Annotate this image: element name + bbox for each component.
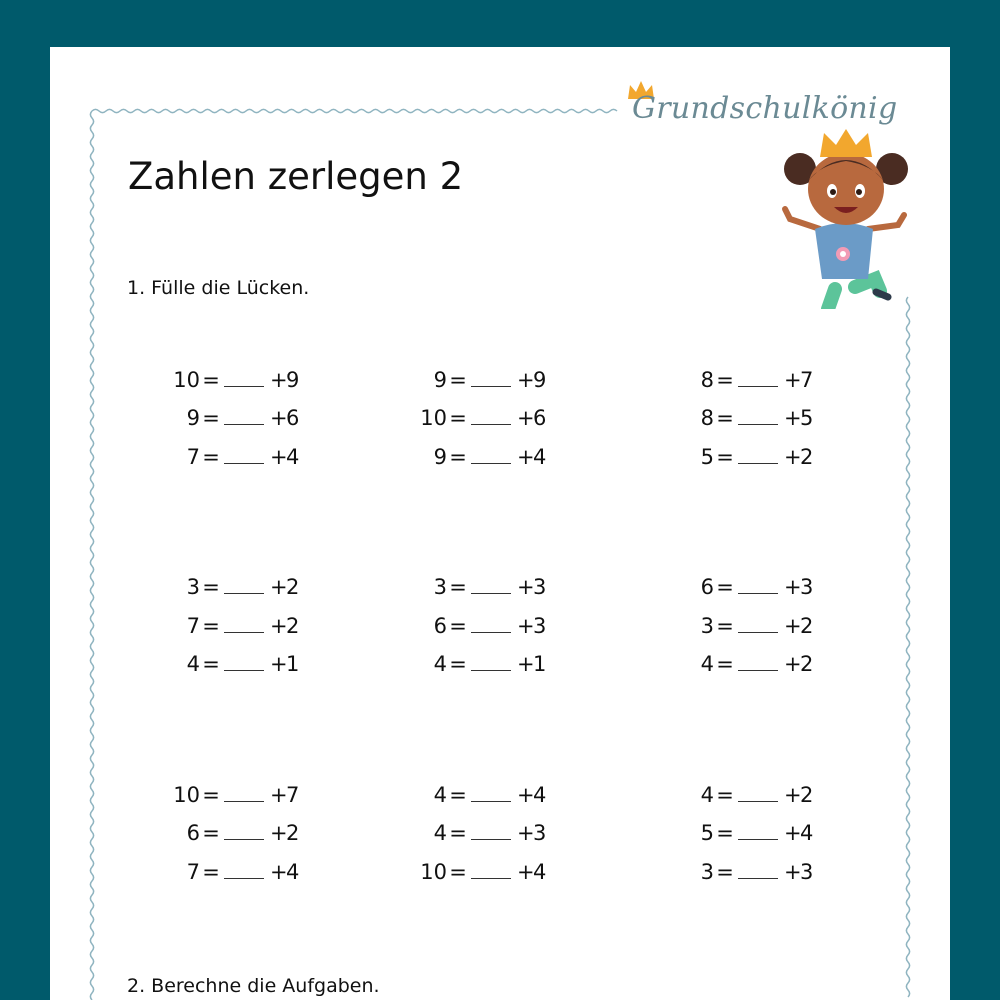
plus-sign: +: [517, 406, 535, 430]
equation-addend: 3: [800, 575, 814, 599]
equation-total: 4: [433, 652, 447, 676]
equation-total: 3: [433, 575, 447, 599]
answer-blank[interactable]: [471, 449, 511, 464]
answer-blank[interactable]: [471, 864, 511, 879]
equation-total: 4: [433, 821, 447, 845]
answer-blank[interactable]: [471, 410, 511, 425]
equals-sign: =: [449, 652, 467, 676]
equation: [672, 821, 813, 845]
jumping-girl-mascot-icon: [780, 129, 910, 309]
answer-blank[interactable]: [471, 372, 511, 387]
equation-addend: 4: [533, 860, 547, 884]
equation-total: 3: [186, 575, 200, 599]
equation-addend: 4: [286, 860, 300, 884]
plus-sign: +: [784, 783, 802, 807]
equation: [672, 368, 813, 392]
equals-sign: =: [202, 445, 220, 469]
equation-total: 10: [173, 783, 200, 807]
equation: [672, 783, 813, 807]
plus-sign: +: [270, 406, 288, 430]
equation: [672, 575, 813, 599]
equals-sign: =: [716, 821, 734, 845]
plus-sign: +: [517, 445, 535, 469]
plus-sign: +: [784, 406, 802, 430]
equation-addend: 2: [800, 783, 814, 807]
brand-logo: Grundschulkönig: [632, 91, 898, 126]
plus-sign: +: [270, 860, 288, 884]
equals-sign: =: [449, 821, 467, 845]
task-2-instruction: 2. Berechne die Aufgaben.: [127, 975, 380, 997]
equation-addend: 4: [800, 821, 814, 845]
equation-total: 9: [186, 406, 200, 430]
equation: [158, 652, 299, 676]
equals-sign: =: [716, 406, 734, 430]
answer-blank[interactable]: [471, 656, 511, 671]
equals-sign: =: [449, 445, 467, 469]
equation-addend: 3: [533, 821, 547, 845]
equation-addend: 1: [286, 652, 300, 676]
equation-total: 8: [700, 406, 714, 430]
answer-blank[interactable]: [224, 825, 264, 840]
equation-total: 6: [700, 575, 714, 599]
equation: [672, 614, 813, 638]
equation-addend: 2: [800, 614, 814, 638]
answer-blank[interactable]: [471, 825, 511, 840]
equals-sign: =: [449, 614, 467, 638]
equation-total: 3: [700, 860, 714, 884]
equals-sign: =: [716, 445, 734, 469]
equation-total: 7: [186, 860, 200, 884]
answer-blank[interactable]: [738, 618, 778, 633]
equals-sign: =: [716, 368, 734, 392]
equals-sign: =: [716, 614, 734, 638]
equation-total: 4: [433, 783, 447, 807]
answer-blank[interactable]: [738, 787, 778, 802]
answer-blank[interactable]: [224, 618, 264, 633]
plus-sign: +: [517, 821, 535, 845]
equation: [672, 406, 813, 430]
equation-addend: 9: [533, 368, 547, 392]
equation-addend: 3: [800, 860, 814, 884]
plus-sign: +: [517, 860, 535, 884]
equation-total: 3: [700, 614, 714, 638]
equation-total: 5: [700, 821, 714, 845]
equation: [405, 368, 546, 392]
equals-sign: =: [202, 406, 220, 430]
plus-sign: +: [784, 821, 802, 845]
plus-sign: +: [270, 445, 288, 469]
answer-blank[interactable]: [738, 449, 778, 464]
equals-sign: =: [449, 406, 467, 430]
equation-addend: 9: [286, 368, 300, 392]
worksheet-page: [50, 47, 950, 1000]
equals-sign: =: [716, 783, 734, 807]
answer-blank[interactable]: [471, 787, 511, 802]
equation: [158, 860, 299, 884]
answer-blank[interactable]: [738, 825, 778, 840]
plus-sign: +: [784, 860, 802, 884]
answer-blank[interactable]: [738, 864, 778, 879]
equation-addend: 3: [533, 614, 547, 638]
equals-sign: =: [449, 783, 467, 807]
answer-blank[interactable]: [738, 579, 778, 594]
answer-blank[interactable]: [224, 656, 264, 671]
answer-blank[interactable]: [224, 372, 264, 387]
equation-total: 6: [433, 614, 447, 638]
plus-sign: +: [270, 652, 288, 676]
equals-sign: =: [716, 652, 734, 676]
answer-blank[interactable]: [224, 449, 264, 464]
equation-addend: 4: [533, 445, 547, 469]
equation: [405, 406, 546, 430]
answer-blank[interactable]: [738, 372, 778, 387]
equation: [672, 860, 813, 884]
plus-sign: +: [784, 652, 802, 676]
equation: [405, 445, 546, 469]
plus-sign: +: [517, 614, 535, 638]
equation: [158, 821, 299, 845]
equation: [158, 575, 299, 599]
equals-sign: =: [449, 575, 467, 599]
equation-addend: 4: [286, 445, 300, 469]
equation-addend: 1: [533, 652, 547, 676]
answer-blank[interactable]: [471, 579, 511, 594]
equation-addend: 6: [286, 406, 300, 430]
equation: [405, 783, 546, 807]
plus-sign: +: [517, 368, 535, 392]
plus-sign: +: [784, 368, 802, 392]
equation: [672, 445, 813, 469]
equation-total: 9: [433, 368, 447, 392]
plus-sign: +: [517, 575, 535, 599]
equals-sign: =: [449, 860, 467, 884]
equals-sign: =: [716, 860, 734, 884]
equation: [158, 406, 299, 430]
equation-total: 7: [186, 445, 200, 469]
equals-sign: =: [202, 575, 220, 599]
answer-blank[interactable]: [471, 618, 511, 633]
plus-sign: +: [517, 652, 535, 676]
equation: [158, 783, 299, 807]
equation-total: 10: [420, 406, 447, 430]
answer-blank[interactable]: [224, 410, 264, 425]
equation: [158, 445, 299, 469]
equals-sign: =: [202, 821, 220, 845]
equation-total: 4: [700, 783, 714, 807]
answer-blank[interactable]: [224, 787, 264, 802]
equals-sign: =: [202, 783, 220, 807]
equation-total: 9: [433, 445, 447, 469]
equation-total: 10: [420, 860, 447, 884]
equation: [405, 860, 546, 884]
equation-addend: 7: [286, 783, 300, 807]
equation: [405, 575, 546, 599]
equation-addend: 2: [800, 652, 814, 676]
equation-total: 5: [700, 445, 714, 469]
equation-addend: 2: [286, 575, 300, 599]
equation: [158, 614, 299, 638]
equals-sign: =: [449, 368, 467, 392]
equation: [405, 614, 546, 638]
equation-addend: 4: [533, 783, 547, 807]
plus-sign: +: [517, 783, 535, 807]
equation-addend: 2: [286, 821, 300, 845]
equation-addend: 6: [533, 406, 547, 430]
equals-sign: =: [716, 575, 734, 599]
plus-sign: +: [270, 821, 288, 845]
equation: [405, 821, 546, 845]
plus-sign: +: [270, 614, 288, 638]
answer-blank[interactable]: [738, 410, 778, 425]
equation-total: 7: [186, 614, 200, 638]
plus-sign: +: [784, 614, 802, 638]
answer-blank[interactable]: [224, 864, 264, 879]
equals-sign: =: [202, 860, 220, 884]
plus-sign: +: [270, 575, 288, 599]
task-1-instruction: 1. Fülle die Lücken.: [127, 277, 310, 299]
plus-sign: +: [270, 783, 288, 807]
plus-sign: +: [270, 368, 288, 392]
equals-sign: =: [202, 652, 220, 676]
page-title: Zahlen zerlegen 2: [128, 155, 464, 198]
equals-sign: =: [202, 614, 220, 638]
equals-sign: =: [202, 368, 220, 392]
equation: [672, 652, 813, 676]
equation-total: 4: [700, 652, 714, 676]
plus-sign: +: [784, 445, 802, 469]
answer-blank[interactable]: [224, 579, 264, 594]
equation-addend: 2: [286, 614, 300, 638]
equation-total: 4: [186, 652, 200, 676]
equation-total: 6: [186, 821, 200, 845]
equation: [158, 368, 299, 392]
equation-addend: 5: [800, 406, 814, 430]
equation-total: 10: [173, 368, 200, 392]
equation-addend: 2: [800, 445, 814, 469]
plus-sign: +: [784, 575, 802, 599]
equation-addend: 7: [800, 368, 814, 392]
answer-blank[interactable]: [738, 656, 778, 671]
equation-total: 8: [700, 368, 714, 392]
equation-addend: 3: [533, 575, 547, 599]
equation: [405, 652, 546, 676]
